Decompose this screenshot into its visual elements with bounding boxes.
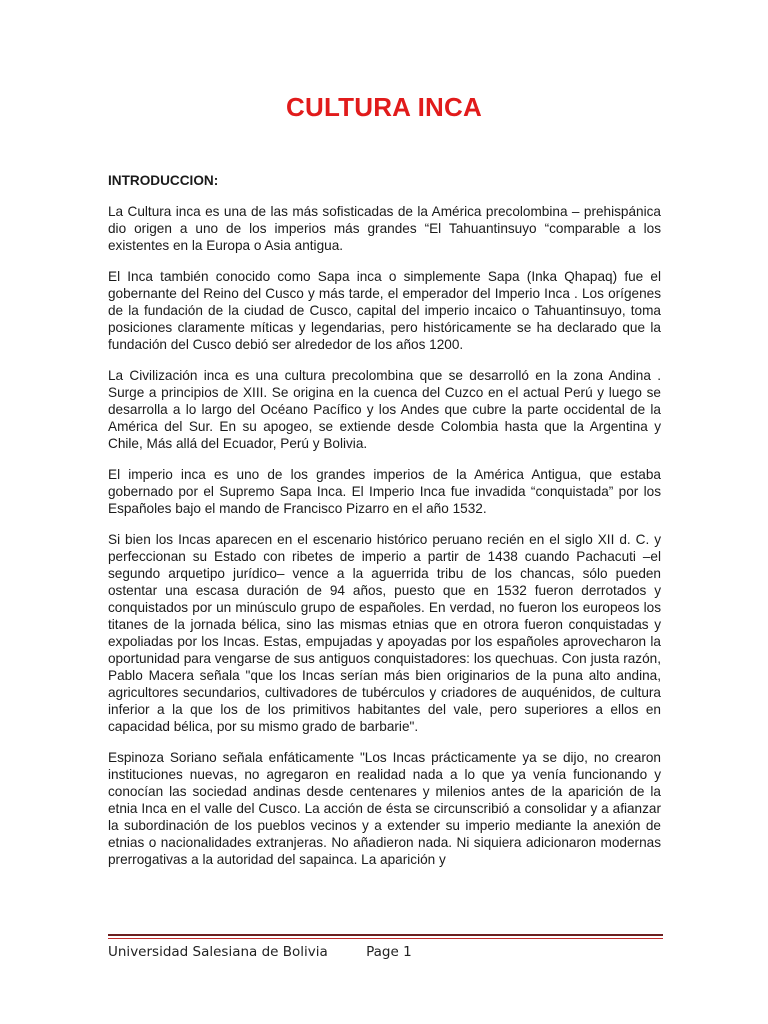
document-title: CULTURA INCA [286,92,482,122]
section-heading: INTRODUCCION: [108,173,219,188]
footer-divider [108,934,663,939]
paragraph-2: El Inca también conocido como Sapa inca o simplemente Sapa (Inka Qhapaq) fue el gobernante del Reino del Cusco y más tarde, el emperador del Imperio Inca . Los orígenes de la fundación de la ciudad de Cusco, capital del imperio incaico o Tahuantinsuyo, toma posiciones claramente míticas y legendarias, pero históricamente se ha declarado que la fundación del Cusco debió ser alrededor de los años 1200. [108,269,661,352]
footer-institution: Universidad Salesiana de Bolivia [108,944,328,960]
paragraph-1: La Cultura inca es una de las más sofisticadas de la América precolombina – prehispánica dio origen a uno de los imperios más grandes “El Tahuantinsuyo “comparable a los existentes en la Europa o Asia antigua. [108,204,661,253]
paragraph-3: La Civilización inca es una cultura precolombina que se desarrolló en la zona Andina . Surge a principios de XIII. Se origina en la cuenca del Cuzco en el actual Perú y luego se desarrolla a lo largo del Océano Pacífico y los Andes que cubre la parte occidental de la América del Sur. En su apogeo, se extiende desde Colombia hasta que la Argentina y Chile, Más allá del Ecuador, Perú y Bolivia. [108,368,661,451]
footer-page-number: Page 1 [366,944,412,960]
paragraph-6: Espinoza Soriano señala enfáticamente "Los Incas prácticamente ya se dijo, no crearon instituciones nuevas, no agregaron en realidad nada a lo que ya venía funcionando y conocían las sociedad andinas desde centenares y milenios antes de la aparición de la etnia Inca en el valle del Cusco. La acción de ésta se circunscribió a consolidar y a afianzar la subordinación de los pueblos vecinos y a extender su imperio mediante la anexión de etnias o nacionalidades extranjeras. No añadieron nada. Ni siquiera adicionaron modernas prerrogativas a la autoridad del sapainca. La aparición y [108,750,661,867]
paragraph-5: Si bien los Incas aparecen en el escenario histórico peruano recién en el siglo XII d. C. y perfeccionan su Estado con ribetes de imperio a partir de 1438 cuando Pachacuti –el segundo arquetipo jurídico– vence a la aguerrida tribu de los chancas, sólo pueden ostentar una escasa duración de 94 años, puesto que en 1532 fueron derrotados y conquistados por un minúsculo grupo de españoles. En verdad, no fueron los europeos los titanes de la jornada bélica, sino las mismas etnias que en otrora fueron conquistadas y expoliadas por los Incas. Estas, empujadas y apoyadas por los españoles aprovecharon la oportunidad para vengarse de sus antiguos conquistadores: los quechuas. Con justa razón, Pablo Macera señala "que los Incas serían más bien originarios de la puna alto andina, agricultores secundarios, cultivadores de tubérculos y criadores de auquénidos, de cultura inferior a la que los de los primitivos habitantes del vale, pero superiores a ellos en capacidad bélica, por su mismo grado de barbarie". [108,532,661,734]
document-body [108,172,661,882]
page-footer [108,944,412,960]
paragraph-4: El imperio inca es uno de los grandes imperios de la América Antigua, que estaba gobernado por el Supremo Sapa Inca. El Imperio Inca fue invadida “conquistada” por los Españoles bajo el mando de Francisco Pizarro en el año 1532. [108,467,661,516]
